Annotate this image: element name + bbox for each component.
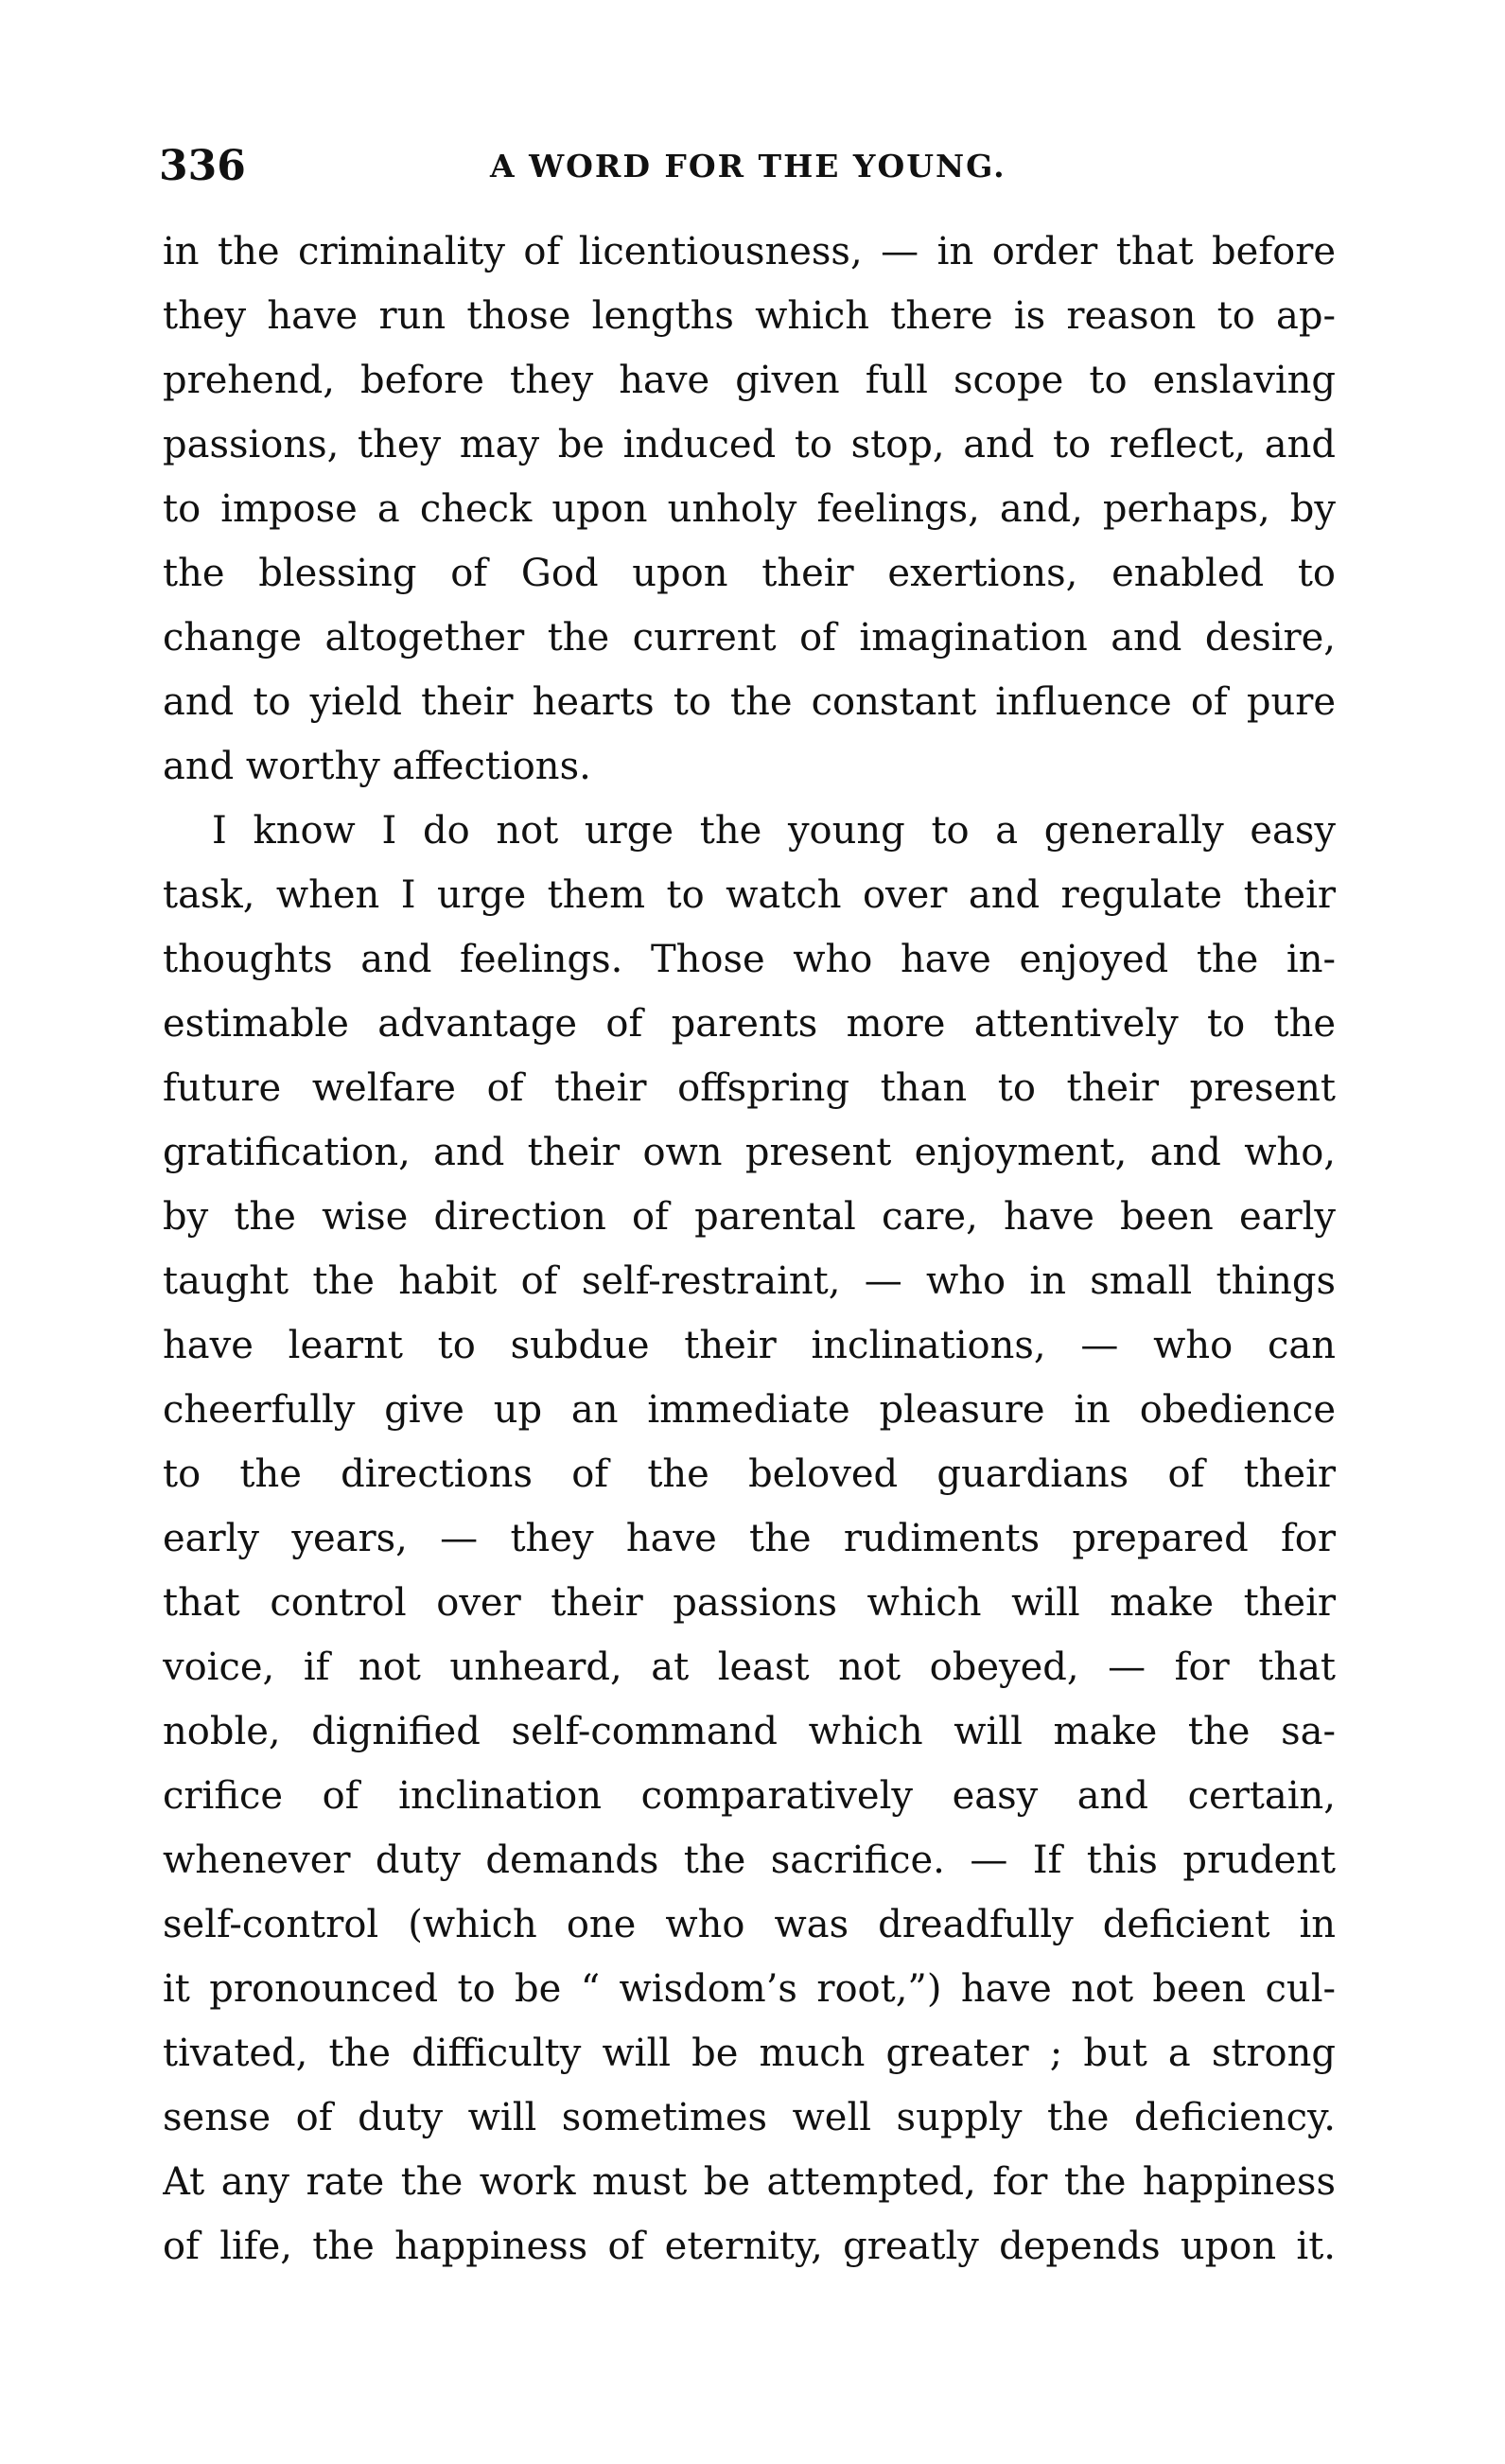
text-line: At any rate the work must be attempted, for the happiness bbox=[163, 2160, 1336, 2204]
text-line: voice, if not unheard, at least not obeyed, — for that bbox=[163, 1646, 1336, 1689]
text-line: taught the habit of self-restraint, — who in small things bbox=[163, 1259, 1336, 1303]
text-line: to the directions of the beloved guardians of their bbox=[163, 1452, 1336, 1496]
text-line: cheerfully give up an immediate pleasure in obedience bbox=[163, 1388, 1336, 1432]
text-line: estimable advantage of parents more attentively to the bbox=[163, 1002, 1336, 1046]
text-line: self-control (which one who was dreadfully deficient in bbox=[163, 1903, 1336, 1946]
text-line: noble, dignified self-command which will make the sa- bbox=[163, 1710, 1336, 1753]
text-line: the blessing of God upon their exertions, enabled to bbox=[163, 552, 1336, 595]
text-line: tivated, the difficulty will be much greater ; but a strong bbox=[163, 2032, 1336, 2075]
text-line: and to yield their hearts to the constant influence of pure bbox=[163, 680, 1336, 724]
text-line: have learnt to subdue their inclinations, — who can bbox=[163, 1324, 1336, 1367]
paragraph-2 bbox=[163, 799, 1336, 2279]
text-line: whenever duty demands the sacrifice. — If this prudent bbox=[163, 1839, 1336, 1882]
text-line: they have run those lengths which there is reason to ap- bbox=[163, 294, 1336, 338]
text-line: gratification, and their own present enjoyment, and who, bbox=[163, 1131, 1336, 1174]
text-line: by the wise direction of parental care, have been early bbox=[163, 1195, 1336, 1239]
text-line: to impose a check upon unholy feelings, and, perhaps, by bbox=[163, 487, 1336, 531]
text-line: future welfare of their offspring than to their present bbox=[163, 1066, 1336, 1110]
text-line: it pronounced to be “ wisdom’s root,”) have not been cul- bbox=[163, 1967, 1336, 2011]
text-line: passions, they may be induced to stop, and to reflect, and bbox=[163, 423, 1336, 466]
running-head bbox=[159, 142, 1351, 199]
text-line: change altogether the current of imagination and desire, bbox=[163, 616, 1336, 660]
text-line: that control over their passions which will make their bbox=[163, 1581, 1336, 1625]
text-line: task, when I urge them to watch over and regulate their bbox=[163, 873, 1336, 917]
paragraph-1 bbox=[163, 220, 1336, 799]
text-line: sense of duty will sometimes well supply the deficiency. bbox=[163, 2096, 1336, 2139]
text-line: of life, the happiness of eternity, greatly depends upon it. bbox=[163, 2225, 1336, 2268]
text-line: prehend, before they have given full scope to enslaving bbox=[163, 359, 1336, 402]
page-number: 336 bbox=[159, 142, 246, 190]
text-line: I know I do not urge the young to a generally easy bbox=[212, 809, 1336, 853]
text-line: crifice of inclination comparatively easy and certain, bbox=[163, 1774, 1336, 1818]
text-line: thoughts and feelings. Those who have enjoyed the in- bbox=[163, 938, 1336, 981]
text-line: and worthy affections. bbox=[163, 745, 591, 788]
text-line: early years, — they have the rudiments prepared for bbox=[163, 1517, 1336, 1560]
body-text bbox=[163, 220, 1336, 2279]
text-line: in the criminality of licentiousness, — in order that before bbox=[163, 230, 1336, 273]
running-title: A WORD FOR THE YOUNG. bbox=[490, 148, 1006, 185]
